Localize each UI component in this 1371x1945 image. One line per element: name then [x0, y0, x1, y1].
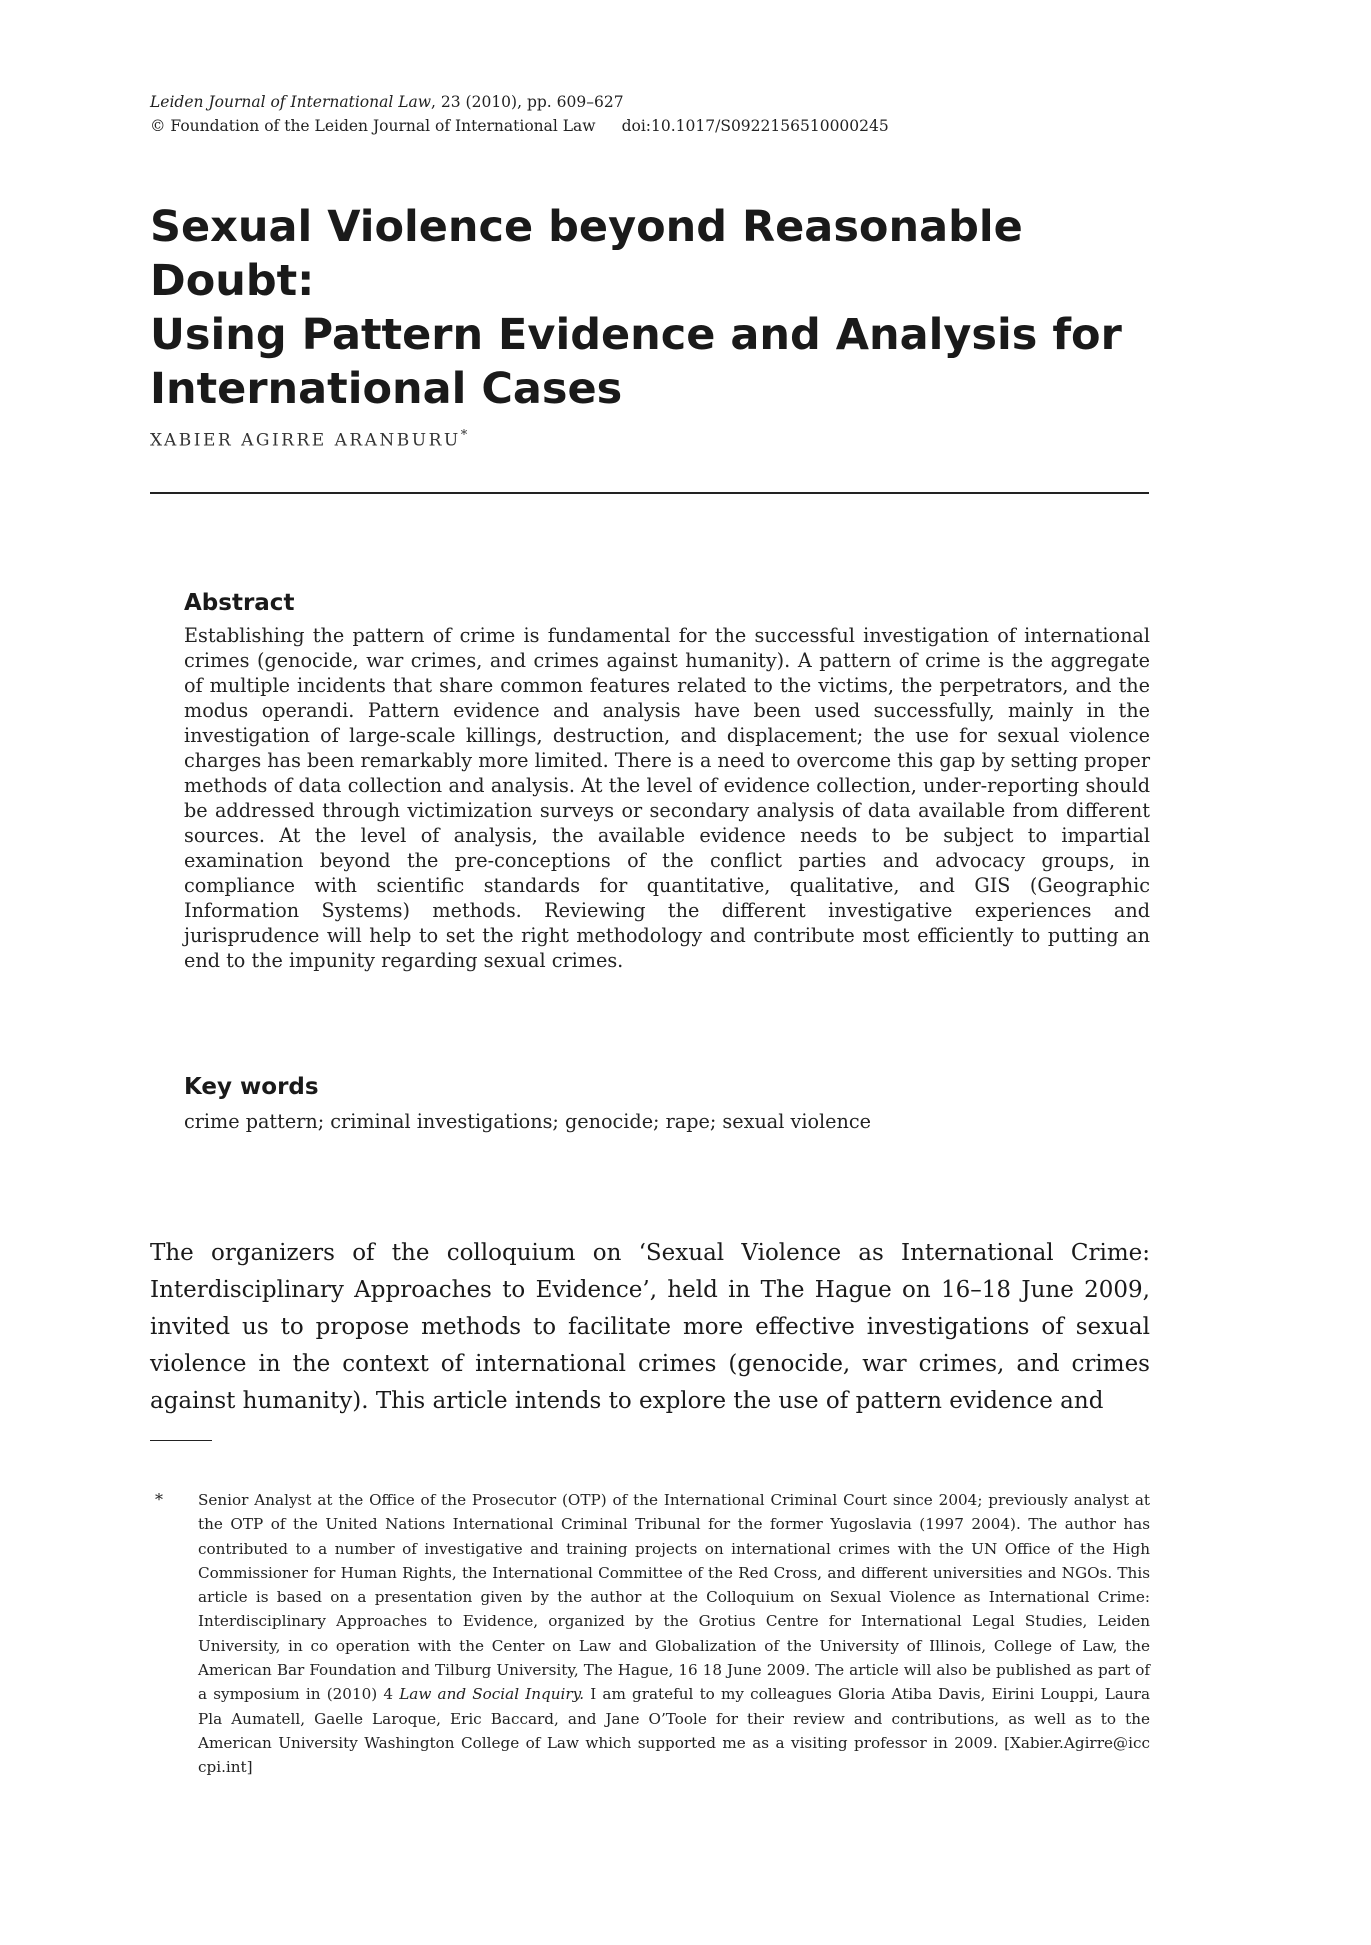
abstract-text: Establishing the pattern of crime is fundamental for the successful investigation of international crimes (genocide, war crimes, and crimes against humanity). A pattern of crime is the aggregate of multiple incidents that share common features related to the victims, the perpetrators, and the modus operandi. Pattern evidence and analysis have been used successfully, mainly in the investigation of large-scale killings, destruction, and displacement; the use for sexual violence charges has been remarkably more limited. There is a need to overcome this gap by setting proper methods of data collection and analysis. At the level of evidence collection, under-reporting should be addressed through victimization surveys or secondary analysis of data available from different sources. At the level of analysis, the available evidence needs to be subject to impartial examination beyond the pre-conceptions of the conflict parties and advocacy groups, in compliance with scientific standards for quantitative, qualitative, and GIS (Geographic Information Systems) methods. Reviewing the different investigative experiences and jurisprudence will help to set the right methodology and contribute most efficiently to putting an end to the impunity regarding sexual crimes.: [184, 624, 1150, 972]
journal-volume-pages: , 23 (2010), pp. 609–627: [431, 93, 624, 111]
footnote-italic-citation: Law and Social Inquiry.: [399, 1685, 585, 1704]
author-name: XABIER AGIRRE ARANBURU: [150, 430, 461, 451]
journal-name: Leiden Journal of International Law: [150, 93, 432, 111]
journal-citation-line: [150, 90, 1150, 114]
footnote-divider: [150, 1440, 212, 1441]
keywords-heading: Key words: [184, 1074, 319, 1100]
footnote-text: [198, 1488, 1150, 1780]
doi: doi:10.1017/S0922156510000245: [621, 117, 889, 135]
footnote-text-part: Senior Analyst at the Office of the Prosecutor (OTP) of the International Criminal Court since 2004; previously analyst at the OTP of the United Nations International Criminal Tribunal for the former Yugoslavia (1997 2004). The author has contributed to a number of investigative and training projects on international crimes with the UN Office of the High Commissioner for Human Rights, the International Committee of the Red Cross, and different universities and NGOs. This article is based on a presentation given by the author at the Colloquium on Sexual Violence as International Crime: Interdisciplinary Approaches to Evidence, organized by the Grotius Centre for International Legal Studies, Leiden University, in co operation with the Center on Law and Globalization of the University of Illinois, College of Law, the American Bar Foundation and Tilburg University, The Hague, 16 18 June 2009. The article will also be published as part of a symposium in (2010) 4: [198, 1491, 1150, 1704]
title-line: International Cases: [150, 364, 623, 414]
abstract-heading: Abstract: [184, 590, 295, 616]
body-paragraph: The organizers of the colloquium on ‘Sexual Violence as International Crime: Interdisciplinary Approaches to Evidence’, held in The Hague on 16–18 June 2009, invited us to propose methods to facilitate more effective investigations of sexual violence in the context of international crimes (genocide, war crimes, and crimes against humanity). This article intends to explore the use of pattern evidence and: [150, 1240, 1150, 1414]
footnote-marker: *: [155, 1490, 163, 1509]
article-title: [150, 200, 1150, 416]
author-byline: [150, 428, 467, 451]
running-header: [150, 90, 1150, 138]
author-footnote-marker: *: [460, 428, 468, 443]
title-line: Using Pattern Evidence and Analysis for: [150, 310, 1122, 360]
title-line: Sexual Violence beyond Reasonable Doubt:: [150, 202, 1023, 306]
keywords-text: crime pattern; criminal investigations; genocide; rape; sexual violence: [184, 1110, 871, 1133]
copyright-notice: © Foundation of the Leiden Journal of International Law: [150, 117, 596, 135]
title-divider: [150, 492, 1149, 494]
copyright-line: [150, 114, 1150, 138]
footnote-text-part: I am grateful to my colleagues Gloria Atiba Davis, Eirini Louppi, Laura Pla Aumatell, Gaelle Laroque, Eric Baccard, and Jane O’Toole for their review and contributions, as well as to the American University Washington College of Law which supported me as a visiting professor in 2009. [Xabier.Agirre@icc cpi.int]: [198, 1685, 1150, 1777]
